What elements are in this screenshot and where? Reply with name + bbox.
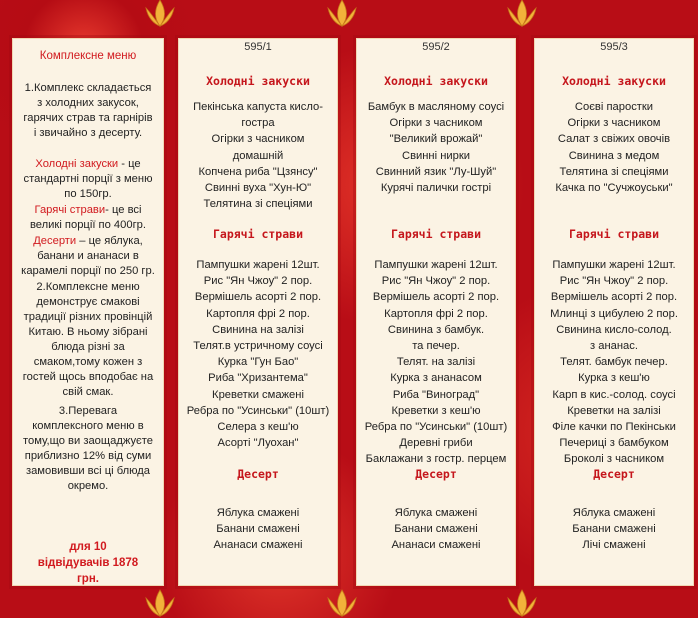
hot-section-title: Гарячі страви xyxy=(568,227,659,241)
hot-dish-item: Риба "Хризантема" xyxy=(208,372,308,385)
dessert-item: Яблука смажені xyxy=(216,507,300,519)
lotus-flower-icon xyxy=(502,0,542,28)
hot-section-title: Гарячі страви xyxy=(212,227,303,241)
menu-number: 595/2 xyxy=(422,41,450,53)
hot-dish-item: Картопля фрі 2 пор. xyxy=(384,307,488,320)
hot-dish-item: Ребра по "Усинськи" (10шт) xyxy=(364,421,508,433)
cold-dish-item: Бамбук в масляному соусі xyxy=(367,101,505,113)
cold-section-title: Холодні закуски xyxy=(206,74,310,88)
dessert-item: Банани смажені xyxy=(394,523,478,536)
hot-dish-item: Телят. бамбук печер. xyxy=(560,356,668,369)
cold-dish-item: Свинні вуха "Хун-Ю" xyxy=(204,182,312,194)
dessert-item: Яблука смажені xyxy=(572,507,656,519)
dessert-section-title: Десерт xyxy=(237,467,279,481)
hot-dish-item: Баклажани з гостр. перцем xyxy=(365,453,507,466)
dessert-item: Банани смажені xyxy=(216,523,300,536)
hot-dish-item: Ребра по "Усинськи" (10шт) xyxy=(186,404,330,417)
intro-paragraph-3: 3.Перевага комплексного меню в тому,що ви заощаджуєте приблизно 12% від суми замовивши всі ці блюда окремо. xyxy=(23,405,153,492)
hot-dish-item: Філе качки по Пекінськи xyxy=(552,421,676,433)
dessert-item: Яблука смажені xyxy=(394,507,478,519)
hot-dish-item: Риба "Виноград" xyxy=(392,388,480,401)
hot-dish-item: Вермішель асорті 2 пор. xyxy=(194,291,322,304)
lotus-flower-icon xyxy=(502,588,542,618)
dessert-item: Лічі смажені xyxy=(582,539,646,552)
dessert-item: Ананаси смажені xyxy=(213,539,303,552)
hot-dish-item: Рис "Ян Чжоу" 2 пор. xyxy=(203,275,313,288)
cold-dish-item: Огірки з часником xyxy=(389,117,483,130)
hot-dish-item: Рис "Ян Чжоу" 2 пор. xyxy=(559,275,669,288)
hot-dish-item: Вермішель асорті 2 пор. xyxy=(550,291,678,304)
lotus-flower-icon xyxy=(140,588,180,618)
hot-dish-item: Пампушки жарені 12шт. xyxy=(552,259,676,271)
menu-panel-595-2 xyxy=(356,38,516,586)
dessert-section-title: Десерт xyxy=(415,467,457,481)
hot-dish-item: Деревні гриби xyxy=(399,437,473,450)
hot-dish-item: Пампушки жарені 12шт. xyxy=(196,259,320,271)
hot-label: Гарячі страви xyxy=(34,204,106,216)
lotus-flower-icon xyxy=(322,0,362,28)
cold-dish-item: Салат з свіжих овочів xyxy=(557,133,671,146)
hot-dish-item: Телят.в устричному соусі xyxy=(193,340,323,352)
intro-dessert-desc: Десерти – це яблука, банани и ананаси в карамелі порції по 250 гр. xyxy=(21,235,155,277)
hot-dish-item: з ананас. xyxy=(590,340,638,352)
cold-dish-item: домашній xyxy=(232,149,284,162)
cold-dish-item: Телятина зі спеціями xyxy=(203,198,313,211)
hot-dish-item: Асорті "Луохан" xyxy=(217,437,299,450)
hot-dish-item: Броколі з часником xyxy=(563,453,665,466)
menu-panel-595-3 xyxy=(534,38,694,586)
intro-hot-desc: Гарячі страви- це всі великі порції по 400гр. xyxy=(29,204,146,231)
cold-dish-item: Копчена риба "Цзянсу" xyxy=(198,165,318,178)
hot-dish-item: Курка з кеш'ю xyxy=(578,372,650,385)
hot-dish-item: Печериці з бамбуком xyxy=(559,437,669,450)
cold-label: Холодні закуски xyxy=(35,158,119,170)
menu-number: 595/3 xyxy=(600,41,628,53)
cold-section-title: Холодні закуски xyxy=(562,74,666,88)
hot-dish-item: Креветки з кеш'ю xyxy=(391,404,481,417)
cold-dish-item: Свинина з медом xyxy=(568,149,660,162)
menu-number: 595/1 xyxy=(244,41,272,53)
intro-paragraph-1: 1.Комплекс складається з холодних закусок, гарячих страв та гарнірів і звичайно з десерту. xyxy=(23,82,153,139)
hot-dish-item: Селера з кеш'ю xyxy=(217,421,299,433)
cold-dish-item: Курячі палички гострі xyxy=(380,182,492,194)
hot-dish-item: Свинина з бамбук. xyxy=(387,323,485,336)
hot-dish-item: Картопля фрі 2 пор. xyxy=(206,307,310,320)
intro-paragraph-2: 2.Комплексне меню демонструє смакові традиції різних провінцій Китаю. В ньому зібрані блюда різні за смаком,тому кожен з гостей щось вподобає на свій смак. xyxy=(22,281,154,398)
lotus-flower-icon xyxy=(322,588,362,618)
hot-dish-item: Млинці з цибулею 2 пор. xyxy=(550,307,678,320)
menu-panel-595-1 xyxy=(178,38,338,586)
intro-cold-desc: Холодні закуски - це стандартні порції з меню по 150гр. xyxy=(23,158,153,200)
intro-title: Комплексне меню xyxy=(39,50,137,62)
cold-dish-item: гостра xyxy=(241,117,275,130)
lotus-flower-icon xyxy=(140,0,180,28)
hot-dish-item: Карп в кис.-солод. соусі xyxy=(552,388,676,401)
dessert-item: Ананаси смажені xyxy=(391,539,481,552)
dessert-section-title: Десерт xyxy=(593,467,635,481)
cold-dish-item: Пекінська капуста кисло- xyxy=(193,101,323,113)
hot-section-title: Гарячі страви xyxy=(390,227,481,241)
hot-dish-item: Креветки на залізі xyxy=(567,404,661,417)
dessert-item: Банани смажені xyxy=(572,523,656,536)
cold-dish-item: Качка по "Сучжоуськи" xyxy=(555,182,673,194)
cold-section-title: Холодні закуски xyxy=(384,74,488,88)
hot-dish-item: Курка з ананасом xyxy=(390,372,482,385)
cold-dish-item: Соєві паростки xyxy=(574,101,654,113)
hot-dish-item: Рис "Ян Чжоу" 2 пор. xyxy=(381,275,491,288)
cold-dish-item: Свинні нирки xyxy=(401,149,470,162)
hot-dish-item: Курка "Гун Бао" xyxy=(217,356,299,369)
cold-dish-item: Огірки з часником xyxy=(211,133,305,146)
hot-dish-item: Телят. на залізі xyxy=(396,356,476,369)
cold-dish-item: "Великий врожай" xyxy=(389,133,483,146)
intro-panel xyxy=(12,38,164,586)
cold-dish-item: Телятина зі спеціями xyxy=(559,165,669,178)
hot-dish-item: Пампушки жарені 12шт. xyxy=(374,259,498,271)
intro-price-footer: для 10 відвідувачів 1878 грн. xyxy=(37,541,139,585)
hot-dish-item: та печер. xyxy=(412,340,460,352)
cold-dish-item: Свинний язик "Лу-Шуй" xyxy=(375,165,497,178)
hot-dish-item: Свинина кисло-солод. xyxy=(556,323,672,336)
hot-dish-item: Креветки смажені xyxy=(212,388,304,401)
hot-dish-item: Вермішель асорті 2 пор. xyxy=(372,291,500,304)
dessert-label: Десерти xyxy=(33,235,77,247)
cold-dish-item: Огірки з часником xyxy=(567,117,661,130)
hot-dish-item: Свинина на залізі xyxy=(212,323,304,336)
